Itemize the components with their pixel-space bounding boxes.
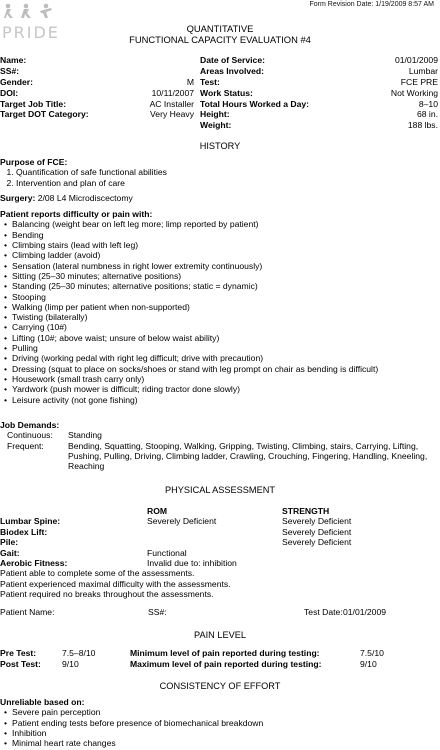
- frequent-label: Frequent:: [7, 440, 44, 451]
- info-value: 01/01/2009: [394, 55, 438, 65]
- list-item: • Climbing ladder (avoid): [12, 250, 438, 260]
- info-row-areas: [200, 66, 438, 77]
- pain-level-table: [0, 648, 440, 669]
- job-demands-label: Job Demands:: [0, 420, 60, 430]
- list-item: • Balancing (weight bear on left leg more; limp reported by patient): [12, 219, 438, 229]
- pain-desc: Minimum level of pain reported during testing:: [130, 648, 320, 658]
- info-value: FCE PRE: [400, 76, 438, 87]
- job-demands-frequent: [0, 441, 438, 472]
- table-row: [0, 648, 440, 659]
- job-demands-continuous: [0, 430, 438, 440]
- info-value: M: [186, 76, 194, 87]
- pain-desc: Maximum level of pain reported during testing:: [130, 658, 322, 669]
- list-item: • Stooping: [12, 292, 438, 302]
- consistency-block: [0, 697, 438, 749]
- pa-strength: Severely Deficient: [282, 516, 352, 527]
- difficulty-label: Patient reports difficulty or pain with:: [0, 209, 153, 219]
- difficulty-block: [0, 209, 438, 405]
- list-item: • Walking (limp per patient when non-supported): [12, 302, 438, 312]
- pain-level-heading: PAIN LEVEL: [194, 630, 246, 640]
- info-left-column: [0, 55, 194, 120]
- list-item: • Yardwork (push mower is difficult; riding tractor done slowly): [12, 384, 438, 394]
- list-item: • Housework (small trash carry only): [12, 374, 438, 384]
- pa-header-row: [0, 506, 440, 516]
- info-value: Lumbar: [408, 65, 438, 76]
- list-item: • Dressing (squat to place on socks/shoes or stand with leg prompt on chair as bending is difficult): [12, 364, 438, 374]
- list-item: • Sensation (lateral numbness in right lower extremity continuously): [12, 261, 438, 271]
- surgery-value: 2/08 L4 Microdiscectomy: [37, 193, 133, 203]
- purpose-label: Purpose of FCE:: [0, 157, 68, 167]
- pa-label: Aerobic Fitness:: [0, 557, 68, 568]
- list-item: • Lifting (10#; above waist; unsure of below waist ability): [12, 333, 438, 343]
- continuous-value: Standing: [68, 430, 102, 441]
- info-label: Areas Involved:: [200, 65, 264, 76]
- info-value: 10/11/2007: [151, 87, 194, 98]
- surgery-line: [0, 193, 438, 203]
- form-revision-date: Form Revision Date: 1/19/2009 8:57 AM: [309, 1, 434, 8]
- physical-assessment-heading: PHYSICAL ASSESSMENT: [165, 485, 275, 495]
- info-row-gender: [0, 77, 194, 88]
- info-value: 8–10: [418, 98, 438, 109]
- info-row-weight: [200, 120, 438, 131]
- difficulty-list: [0, 219, 438, 405]
- patient-name-label: Patient Name:: [0, 607, 55, 617]
- info-row-job-title: [0, 99, 194, 110]
- pa-label: Lumbar Spine:: [0, 516, 61, 527]
- list-item: • Climbing stairs (lead with left leg): [12, 240, 438, 250]
- info-label: Height:: [200, 109, 230, 120]
- list-item: • Driving (working pedal with right leg difficult; drive with precaution): [12, 353, 438, 363]
- info-label: Target DOT Category:: [0, 109, 89, 120]
- form-title-line2: FUNCTIONAL CAPACITY EVALUATION #4: [129, 34, 311, 45]
- job-demands-block: [0, 420, 438, 472]
- pain-level-value: 9/10: [360, 658, 377, 669]
- pa-label: Gait:: [0, 547, 20, 558]
- info-row-height: [200, 109, 438, 120]
- purpose-block: [0, 157, 438, 188]
- pa-rom: Severely Deficient: [147, 516, 217, 527]
- info-row-work-status: [200, 88, 438, 99]
- info-value: 188 lbs.: [407, 120, 438, 131]
- info-label: Work Status:: [200, 87, 253, 98]
- list-item: 1. Quantification of safe functional abilities: [16, 167, 438, 177]
- list-item: • Carrying (10#): [12, 322, 438, 332]
- pa-strength: Severely Deficient: [282, 537, 352, 548]
- test-date-value: 01/01/2009: [343, 607, 387, 617]
- consistency-heading: CONSISTENCY OF EFFORT: [159, 681, 281, 691]
- list-item: • Patient ending tests before presence of biomechanical breakdown: [12, 718, 438, 728]
- info-row-test: [200, 77, 438, 88]
- info-row-dot-category: [0, 109, 194, 120]
- surgery-label: Surgery:: [0, 193, 36, 203]
- list-item: • Leisure activity (not gone fishing): [12, 395, 438, 405]
- pa-note: Patient able to complete some of the assessments.: [0, 568, 195, 579]
- table-row: [0, 659, 440, 670]
- table-row: [0, 527, 440, 537]
- physical-assessment-table: [0, 506, 440, 599]
- unreliable-label: Unreliable based on:: [0, 697, 85, 707]
- history-heading: HISTORY: [199, 141, 241, 151]
- info-row-hours: [200, 99, 438, 110]
- continuous-label: Continuous:: [7, 430, 53, 441]
- info-row-ss: [0, 66, 194, 77]
- pa-rom: Invalid due to: inhibition: [147, 557, 237, 568]
- list-item: • Sitting (25–30 minutes; alternative positions): [12, 271, 438, 281]
- info-right-column: [200, 55, 438, 131]
- test-date-label: Test Date:: [304, 607, 343, 617]
- pa-label: Pile:: [0, 537, 19, 548]
- pa-note: Patient required no breaks throughout the assessments.: [0, 588, 214, 599]
- info-label: Gender:: [0, 76, 33, 87]
- info-label: Weight:: [200, 120, 232, 131]
- pain-level-value: 7.5/10: [360, 648, 384, 658]
- info-label: DOI:: [0, 87, 19, 98]
- info-value: Very Heavy: [150, 109, 194, 120]
- info-label: Target Job Title:: [0, 98, 67, 109]
- list-item: • Twisting (bilaterally): [12, 312, 438, 322]
- info-value: 68 in.: [416, 109, 438, 120]
- info-row-date-of-service: [200, 55, 438, 66]
- info-label: Test:: [200, 76, 220, 87]
- purpose-list: [0, 167, 438, 188]
- list-item: 2. Intervention and plan of care: [16, 178, 438, 188]
- pain-label: Pre Test:: [0, 648, 37, 658]
- pain-label: Post Test:: [0, 658, 41, 669]
- logo-figures-icon: [2, 3, 58, 19]
- pa-label: Biodex Lift:: [0, 526, 48, 537]
- pa-rom: Functional: [147, 547, 187, 558]
- frequent-value: Bending, Squatting, Stooping, Walking, Gripping, Twisting, Climbing, stairs, Carrying, Lifting, Pushing, Pulling, Driving, Climbing ladder, Crawling, Crouching, Fingering, Handling, Kneeling, Reaching: [68, 440, 428, 472]
- patient-line: [0, 607, 440, 618]
- strength-column-header: STRENGTH: [282, 506, 330, 516]
- pain-value: 7.5–8/10: [62, 648, 96, 658]
- table-row: [0, 537, 440, 547]
- table-row: [0, 548, 440, 558]
- logo-figures: [2, 3, 60, 23]
- patient-ss-label: SS#:: [148, 607, 167, 617]
- pain-value: 9/10: [62, 658, 79, 669]
- list-item: • Severe pain perception: [12, 707, 438, 717]
- unreliable-list: [0, 707, 438, 748]
- info-value: AC Installer: [149, 98, 194, 109]
- table-row: [0, 558, 440, 568]
- table-row: [0, 516, 440, 526]
- pa-note: Patient experienced maximal difficulty with the assessments.: [0, 578, 231, 589]
- info-value: Not Working: [390, 87, 438, 98]
- list-item: • Minimal heart rate changes: [12, 738, 438, 748]
- logo-wordmark: PRIDE: [2, 22, 60, 42]
- info-label: Total Hours Worked a Day:: [200, 98, 310, 109]
- info-row-name: [0, 55, 194, 66]
- list-item: • Inhibition: [12, 728, 438, 738]
- info-label: SS#:: [0, 65, 20, 76]
- info-row-doi: [0, 88, 194, 99]
- form-title-line1: QUANTITATIVE: [186, 23, 254, 34]
- rom-column-header: ROM: [147, 506, 168, 516]
- info-label: Date of Service:: [200, 55, 265, 65]
- list-item: • Standing (25–30 minutes; alternative positions; static = dynamic): [12, 281, 438, 291]
- list-item: • Bending: [12, 230, 438, 240]
- list-item: • Pulling: [12, 343, 438, 353]
- pa-strength: Severely Deficient: [282, 526, 352, 537]
- info-label: Name:: [0, 55, 27, 65]
